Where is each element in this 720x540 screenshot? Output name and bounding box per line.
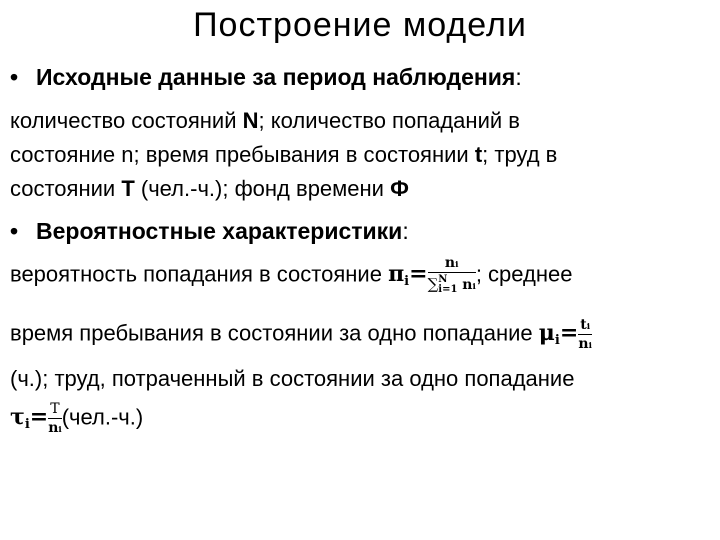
section-heading-probability	[10, 218, 409, 245]
subscript: i	[24, 417, 30, 433]
numerator: tᵢ	[580, 317, 591, 333]
symbol-mu: μ	[538, 320, 555, 347]
denominator: nᵢ	[48, 420, 62, 436]
heading-text: Вероятностные характеристики	[36, 218, 403, 244]
probability-line-3	[10, 366, 574, 392]
sum-upper-limit: N	[438, 274, 448, 285]
symbol-tau: τ	[10, 404, 25, 431]
text-fragment: время пребывания в состоянии за одно попадание	[10, 320, 539, 346]
text-fragment: состоянии	[10, 176, 122, 201]
denominator	[428, 273, 476, 295]
bullet-icon: •	[10, 64, 19, 90]
text-fragment: ; труд в	[482, 142, 558, 167]
text-fragment: (чел.-ч.); фонд времени	[134, 176, 391, 201]
fraction-pi	[428, 256, 476, 295]
probability-line-4	[10, 402, 143, 435]
source-data-line-1	[10, 108, 520, 134]
symbol-F: Ф	[390, 176, 409, 201]
text-fragment: вероятность попадания в состояние	[10, 261, 389, 287]
sum-icon: ∑	[427, 275, 439, 293]
heading-colon: :	[402, 218, 409, 244]
subscript: i	[404, 274, 410, 290]
denominator-term: nᵢ	[462, 277, 476, 293]
symbol-N: N	[242, 108, 259, 133]
source-data-line-2	[10, 142, 557, 168]
text-fragment: (чел.-ч.)	[61, 404, 144, 430]
text-fragment: состояние n; время пребывания в состоянии	[10, 142, 475, 167]
equals-sign: =	[559, 320, 579, 347]
equals-sign: =	[29, 404, 49, 431]
formula-pi	[388, 261, 428, 290]
source-data-line-3	[10, 176, 409, 202]
heading-text: Исходные данные за период наблюдения	[36, 64, 516, 90]
symbol-T: T	[121, 176, 135, 201]
symbol-t: t	[474, 142, 483, 167]
symbol-pi: π	[388, 261, 405, 288]
sum-lower-limit: i=1	[438, 284, 458, 295]
subscript: i	[554, 333, 560, 349]
fraction-tau	[48, 402, 62, 435]
sum-limits	[438, 275, 457, 295]
denominator: nᵢ	[578, 336, 592, 352]
fraction-mu	[578, 318, 592, 351]
formula-mu	[538, 320, 579, 349]
numerator: nᵢ	[428, 256, 476, 273]
heading-colon: :	[515, 64, 522, 90]
numerator: T	[48, 402, 62, 419]
text-fragment: (ч.); труд, потраченный в состоянии за одно попадание	[10, 366, 575, 391]
bullet-icon: •	[10, 218, 19, 244]
section-heading-source-data	[10, 64, 522, 91]
slide-title: Построение модели	[193, 6, 527, 44]
text-fragment: ; среднее	[475, 261, 573, 287]
probability-line-2	[10, 318, 592, 351]
formula-tau	[10, 404, 49, 433]
equals-sign: =	[409, 261, 428, 288]
text-fragment: ; количество попаданий в	[258, 108, 520, 133]
text-fragment: количество состояний	[10, 108, 243, 133]
probability-line-1	[10, 256, 573, 295]
